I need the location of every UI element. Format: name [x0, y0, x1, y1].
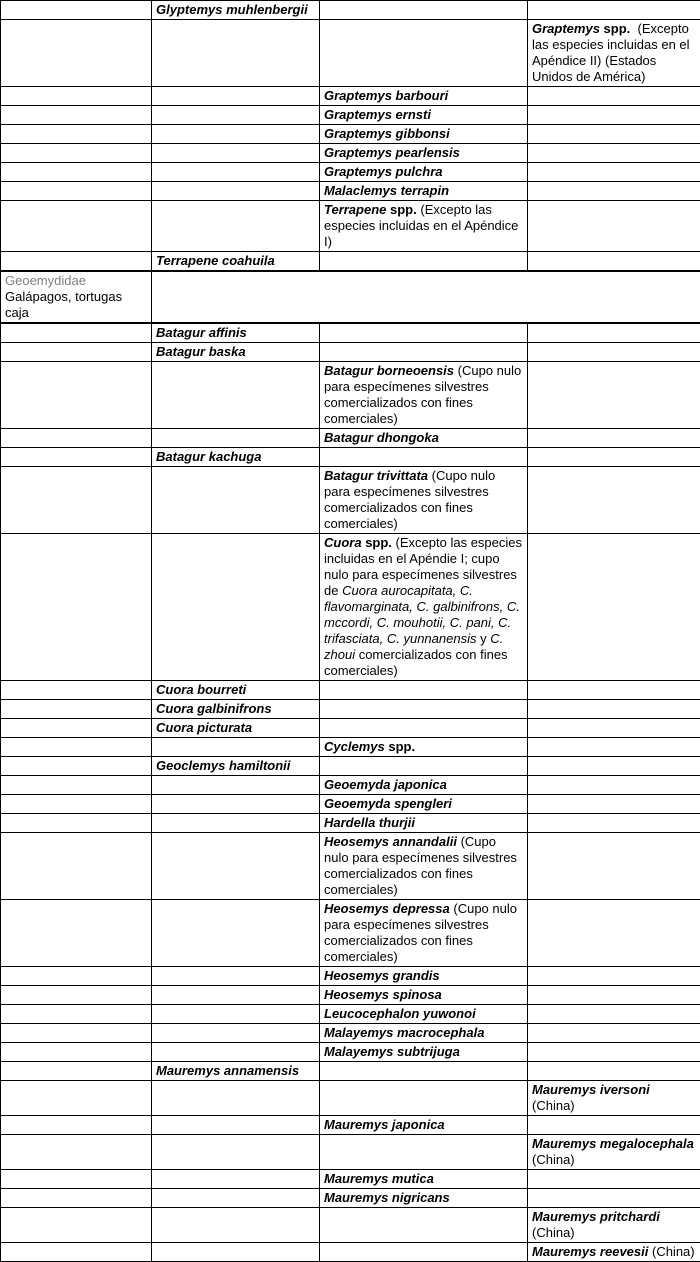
conjunction: y — [480, 631, 487, 646]
genus-name: Cyclemys — [324, 739, 385, 754]
cell-family — [1, 1, 152, 20]
spp-label: spp. — [604, 21, 631, 36]
species-name: Graptemys ernsti — [324, 107, 431, 122]
annotation: (Cupo nulo para especímenes silvestres comercializados con fines comerciales) — [324, 834, 517, 897]
table-row — [1, 1189, 700, 1208]
table-row — [1, 1081, 700, 1116]
table-row — [1, 429, 700, 448]
cell-appendix-ii — [320, 1, 528, 20]
table-row — [1, 182, 700, 201]
table-row — [1, 1243, 700, 1262]
annotation: (Excepto las especies incluidas en el Apéndice I) — [324, 202, 518, 249]
annotation: (Cupo nulo para especímenes silvestres comercializados con fines comerciales) — [324, 468, 495, 531]
table-row — [1, 1170, 700, 1189]
species-name: Geoemyda spengleri — [324, 796, 452, 811]
table-row — [1, 795, 700, 814]
annotation: (Excepto las especies incluidas en el Apéndice II) (Estados Unidos de América) — [532, 21, 690, 84]
table-row — [1, 1, 700, 20]
table-row — [1, 87, 700, 106]
table-row — [1, 1005, 700, 1024]
species-name: Mauremys megalocephala — [532, 1136, 694, 1151]
species-name: Mauremys reevesii — [532, 1244, 648, 1259]
country: (China) — [652, 1244, 695, 1259]
table-row — [1, 1208, 700, 1243]
table-row — [1, 1062, 700, 1081]
table-row — [1, 201, 700, 252]
table-row — [1, 1135, 700, 1170]
species-name: Heosemys spinosa — [324, 987, 442, 1002]
spp-label: spp. — [390, 202, 417, 217]
table-row — [1, 467, 700, 534]
table-row — [1, 163, 700, 182]
genus-name: Cuora — [324, 535, 362, 550]
species-name: Graptemys pulchra — [324, 164, 443, 179]
species-name: Batagur baska — [156, 344, 246, 359]
species-name: Heosemys annandalii — [324, 834, 457, 849]
species-name: Graptemys gibbonsi — [324, 126, 450, 141]
country: (China) — [532, 1098, 575, 1113]
species-name: Batagur affinis — [156, 325, 247, 340]
family-common-name: Galápagos, tortugas caja — [5, 289, 122, 320]
table-row — [1, 534, 700, 681]
table-row — [1, 814, 700, 833]
table-row — [1, 833, 700, 900]
table-row — [1, 900, 700, 967]
species-list-last: C. zhoui — [324, 631, 503, 662]
species-name: Batagur borneoensis — [324, 363, 454, 378]
species-name: Mauremys pritchardi — [532, 1209, 660, 1224]
species-name: Geoemyda japonica — [324, 777, 447, 792]
table-row — [1, 343, 700, 362]
species-name: Mauremys japonica — [324, 1117, 445, 1132]
table-row — [1, 719, 700, 738]
annotation: (Cupo nulo para especímenes silvestres comercializados con fines comerciales) — [324, 363, 521, 426]
country: (China) — [532, 1152, 575, 1167]
annotation: (Cupo nulo para especímenes silvestres comercializados con fines comerciales) — [324, 901, 517, 964]
table-row — [1, 106, 700, 125]
table-row — [1, 20, 700, 87]
country: (China) — [532, 1225, 575, 1240]
species-name: Batagur dhongoka — [324, 430, 439, 445]
table-row — [1, 144, 700, 163]
species-name: Malayemys macrocephala — [324, 1025, 484, 1040]
species-list: Cuora aurocapitata, C. flavomarginata, C. galbinifrons, C. mccordi, C. mouhotii, C. pani, C. trifasciata, C. yunnanensis — [324, 583, 520, 646]
table-row — [1, 700, 700, 719]
species-name: Cuora bourreti — [156, 682, 246, 697]
species-name: Heosemys grandis — [324, 968, 440, 983]
table-row — [1, 252, 700, 272]
cell-appendix-iii — [528, 1, 700, 20]
table-row — [1, 681, 700, 700]
species-name: Leucocephalon yuwonoi — [324, 1006, 476, 1021]
table-row — [1, 986, 700, 1005]
family-row — [1, 271, 700, 323]
table-row — [1, 1043, 700, 1062]
cell-family — [1, 271, 152, 323]
table-row — [1, 125, 700, 144]
species-name: Cuora picturata — [156, 720, 252, 735]
species-name: Graptemys pearlensis — [324, 145, 460, 160]
species-name: Malayemys subtrijuga — [324, 1044, 460, 1059]
species-name: Heosemys depressa — [324, 901, 450, 916]
annotation-end: comercializados con fines comerciales) — [324, 647, 508, 678]
table-row — [1, 757, 700, 776]
table-row — [1, 362, 700, 429]
species-name: Mauremys annamensis — [156, 1063, 299, 1078]
species-name: Graptemys barbouri — [324, 88, 448, 103]
species-name: Geoclemys hamiltonii — [156, 758, 290, 773]
species-name: Malaclemys terrapin — [324, 183, 449, 198]
table-row — [1, 776, 700, 795]
species-name: Mauremys nigricans — [324, 1190, 450, 1205]
table-row — [1, 738, 700, 757]
species-name: Cuora galbinifrons — [156, 701, 272, 716]
species-name: Mauremys iversoni — [532, 1082, 650, 1097]
annotation: (Excepto las especies incluidas en el Apéndie I; cupo nulo para especímenes silvestres de — [324, 535, 522, 598]
cell-appendix-iii — [528, 20, 700, 87]
table-row — [1, 448, 700, 467]
species-name: Glyptemys muhlenbergii — [156, 2, 308, 17]
species-name: Mauremys mutica — [324, 1171, 434, 1186]
table-row — [1, 323, 700, 343]
cell-appendix-i — [152, 1, 320, 20]
table-row — [1, 1024, 700, 1043]
table-row — [1, 967, 700, 986]
table-row — [1, 1116, 700, 1135]
cell-appendix-ii — [320, 201, 528, 252]
genus-name: Graptemys — [532, 21, 600, 36]
family-name: Geoemydidae — [5, 273, 86, 288]
species-name: Batagur kachuga — [156, 449, 261, 464]
spp-label: spp. — [365, 535, 392, 550]
species-name: Terrapene coahuila — [156, 253, 275, 268]
species-name: Hardella thurjii — [324, 815, 415, 830]
species-name: Batagur trivittata — [324, 468, 428, 483]
spp-label: spp. — [388, 739, 415, 754]
genus-name: Terrapene — [324, 202, 386, 217]
